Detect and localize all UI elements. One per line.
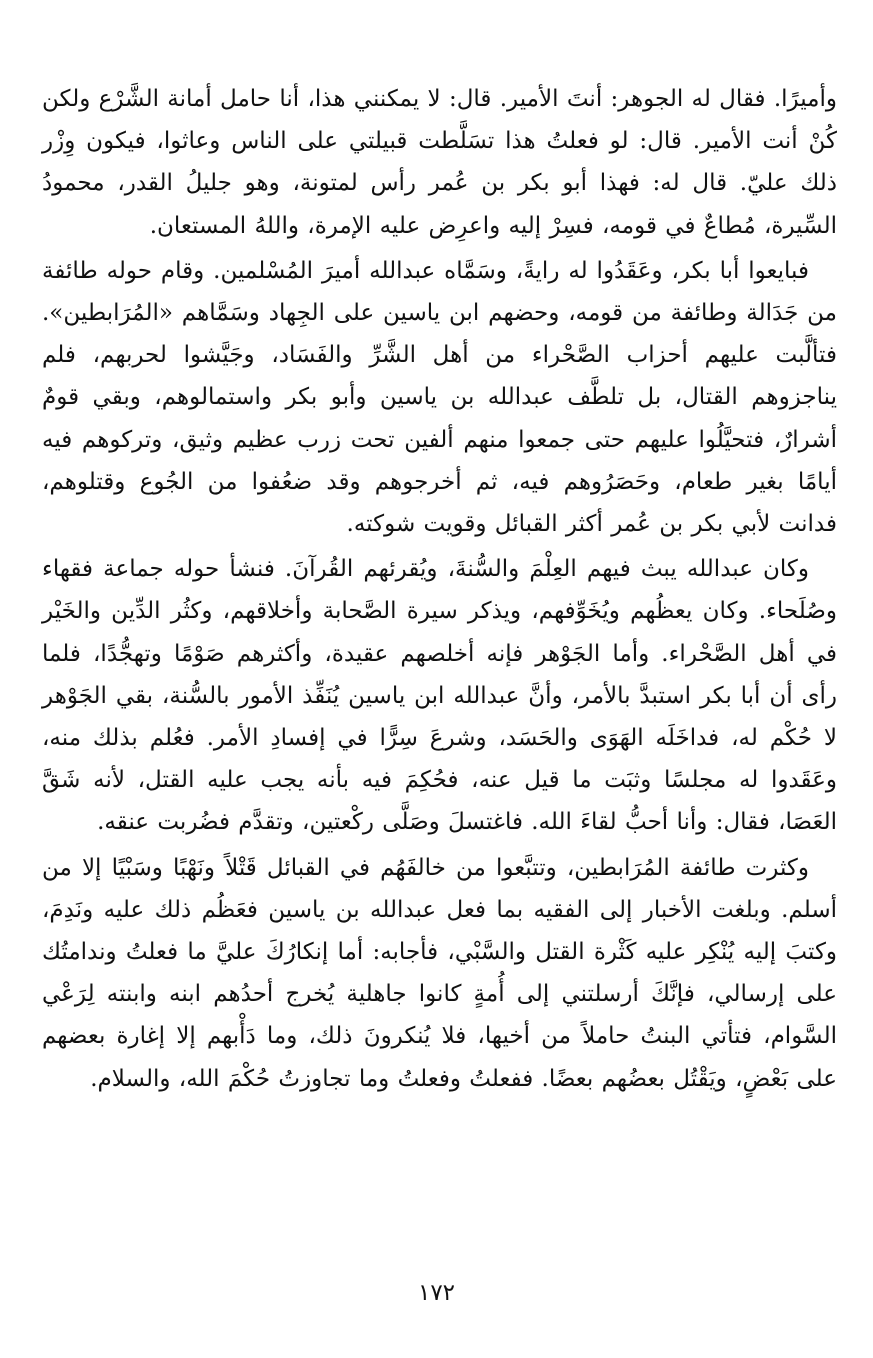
page-number: ١٧٢	[417, 1280, 456, 1306]
paragraph-4: وكثرت طائفة المُرَابطين، وتتبَّعوا من خالفَهُم في القبائل قَتْلاً ونَهْبًا وسَبْيًا إلا من أسلم. وبلغت الأخبار إلى الفقيه بما فعل عبدالله بن ياسين فعَظُم ذلك عليه ونَدِمَ، وكتبَ إليه يُنْكِر عليه كَثْرة القتل والسَّبْي، فأجابه: أما إنكارُكَ عليَّ ما فعلتُ وندامتُك على إرسالي، فإنَّكَ أرسلتني إلى أُمةٍ كانوا جاهلية يُخرج أحدُهم ابنه وابنته لِرَعْي السَّوام، فتأتي البنتُ حاملاً من أخيها، فلا يُنكرونَ ذلك، وما دَأْبهم إلا إغارة بعضهم على بَعْضٍ، ويَقْتُل بعضُهم بعضًا. ففعلتُ وفعلتُ وما تجاوزتُ حُكْمَ الله، والسلام.	[42, 854, 837, 1092]
paragraph-2: فبايعوا أبا بكر، وعَقَدُوا له رايةً، وسَمَّاه عبدالله أميرَ المُسْلمين. وقام حوله طائفة من جَدَالة وطائفة من قومه، وحضهم ابن ياسين على الجِهاد وسَمَّاهم «المُرَابطين». فتألَّبت عليهم أحزاب الصَّحْراء من أهل الشَّرِّ والفَسَاد، وجَيَّشوا لحربهم، فلم يناجزوهم القتال، بل تلطَّف عبدالله بن ياسين وأبو بكر واستمالوهم، وبقي قومٌ أشرارٌ، فتحيَّلُوا عليهم حتى جمعوا منهم ألفين تحت زرب عظيم وثيق، وتركوهم فيه أيامًا بغير طعام، وحَصَرُوهم فيه، ثم أخرجوهم وقد ضعُفوا من الجُوع وقتلوهم، فدانت لأبي بكر بن عُمر أكثر القبائل وقويت شوكته.	[42, 257, 837, 538]
paragraph-3: وكان عبدالله يبث فيهم العِلْمَ والسُّنةَ، ويُقرئهم القُرآنَ. فنشأ حوله جماعة فقهاء وصُلَحاء. وكان يعظُهم ويُخَوِّفهم، ويذكر سيرة الصَّحابة وأخلاقهم، وكثُر الدِّين والخَيْر في أهل الصَّحْراء. وأما الجَوْهر فإنه أخلصهم عقيدة، وأكثرهم صَوْمًا وتهجُّدًا، فلما رأى أن أبا بكر استبدَّ بالأمر، وأنَّ عبدالله ابن ياسين يُنَفِّذ الأمور بالسُّنة، بقي الجَوْهر لا حُكْم له، فداخَلَه الهَوَى والحَسَد، وشرعَ سِرًّا في إفسادِ الأمر. فعُلم بذلك منه، وعَقَدوا له مجلسًا وثبَت ما قيل عنه، فحُكِمَ فيه بأنه يجب عليه القتل، لأنه شَقَّ العَصَا، فقال: وأنا أحبُّ لقاءَ الله. فاغتسلَ وصَلَّى ركْعتين، وتقدَّم فضُربت عنقه.	[42, 556, 837, 836]
page-body	[42, 78, 837, 1103]
paragraph-1: وأميرًا. فقال له الجوهر: أنتَ الأمير. قال: لا يمكنني هذا، أنا حامل أمانة الشَّرْع ولكن كُنْ أنت الأمير. قال: لو فعلتُ هذا تسَلَّطت قبيلتي على الناس وعاثوا، فيكون وِزْر ذلك عليّ. قال له: فهذا أبو بكر بن عُمر رأس لمتونة، وهو جليلُ القدر، محمودُ السِّيرة، مُطاعٌ في قومه، فسِرْ إليه واعرِض عليه الإمرة، واللهُ المستعان.	[42, 86, 837, 239]
